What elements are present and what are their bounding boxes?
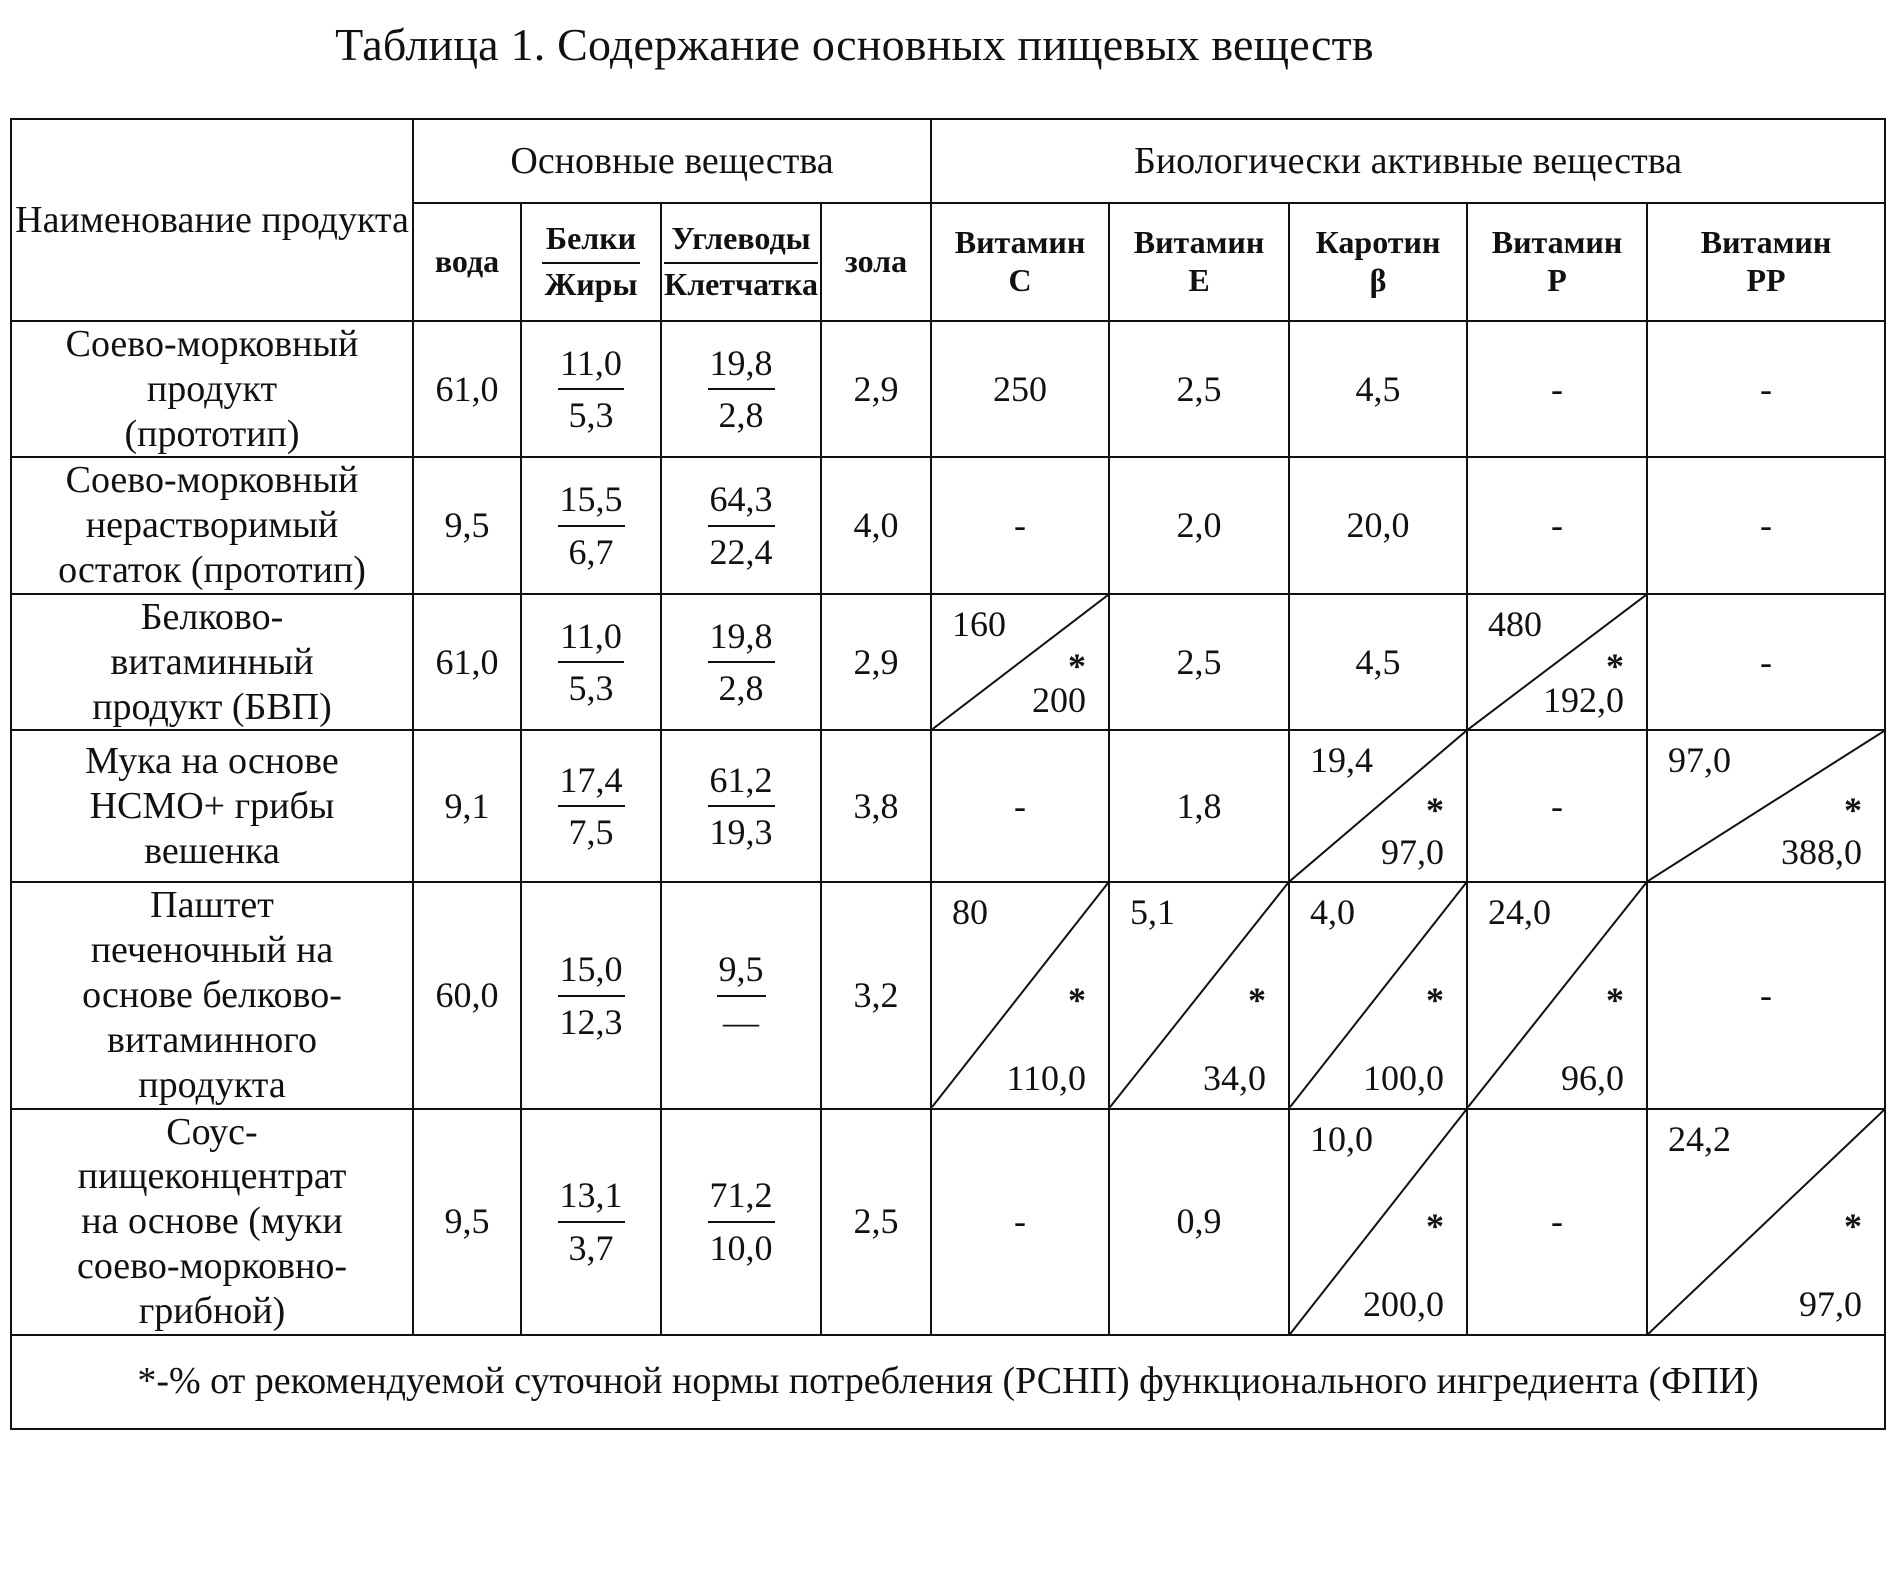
vitP-cell — [1467, 730, 1647, 882]
carotene-cell — [1289, 594, 1467, 730]
vitPP-cell — [1647, 730, 1885, 882]
vitC-percent-value: 110,0 — [1006, 1058, 1087, 1099]
ash-value: 3,2 — [853, 975, 899, 1016]
vitE-top-value: 5,1 — [1130, 892, 1176, 933]
vitC-percent-value: 200 — [1032, 679, 1087, 720]
vitC-top-value: 80 — [952, 892, 989, 933]
protein-value: 11,0 — [558, 615, 624, 663]
product-name-cell — [11, 594, 413, 730]
vitPP-value: - — [1760, 505, 1773, 546]
vitPP-percent-value: 388,0 — [1781, 831, 1863, 872]
ash-value: 2,9 — [853, 369, 899, 409]
header-carbs-fiber — [661, 203, 821, 321]
header-carotene-line1: Каротин — [1315, 224, 1441, 261]
product-name-line: основе белково- — [82, 974, 342, 1017]
product-name-cell — [11, 321, 413, 457]
vitC-value: - — [1014, 505, 1027, 546]
vitP-cell — [1467, 321, 1647, 457]
vitE-cell — [1109, 321, 1289, 457]
vitE-star-mark: * — [1248, 979, 1267, 1020]
header-vitamin-pp — [1647, 203, 1885, 321]
product-name-line: продукта — [138, 1063, 286, 1106]
water-cell — [413, 1109, 521, 1335]
header-vitamin-c — [931, 203, 1109, 321]
header-product-name — [11, 119, 413, 321]
fiber-value: 2,8 — [718, 668, 764, 709]
product-name-line: пищеконцентрат — [77, 1155, 347, 1198]
header-vitamin-pp-line2: РР — [1746, 262, 1786, 298]
carotene-value: 4,5 — [1355, 369, 1401, 409]
header-vitamin-c-line2: С — [1008, 262, 1032, 298]
vitP-top-value: 24,0 — [1488, 892, 1552, 933]
vitC-star-mark: * — [1068, 979, 1087, 1020]
vitC-value: 250 — [993, 369, 1048, 409]
carotene-cell — [1289, 882, 1467, 1108]
vitE-cell — [1109, 882, 1289, 1108]
header-vitamin-c-line1: Витамин — [954, 224, 1086, 261]
table-row — [11, 882, 1885, 1108]
carotene-star-mark: * — [1426, 1205, 1445, 1246]
product-name-line: продукт (БВП) — [92, 685, 332, 728]
vitE-cell — [1109, 594, 1289, 730]
fat-value: 12,3 — [559, 1001, 623, 1042]
protein-value: 11,0 — [558, 342, 624, 390]
product-name-line: НСМО+ грибы — [89, 785, 335, 828]
table-body — [11, 119, 1885, 1429]
product-name-cell — [11, 882, 413, 1108]
fat-value: 5,3 — [568, 668, 614, 709]
carotene-value: 20,0 — [1346, 505, 1410, 546]
fiber-value: — — [723, 1001, 759, 1042]
protein-fat-cell — [521, 321, 661, 457]
header-vitamin-p — [1467, 203, 1647, 321]
vitPP-percent-value: 97,0 — [1799, 1284, 1863, 1325]
ash-value: 2,5 — [853, 1201, 899, 1242]
fat-value: 3,7 — [568, 1227, 614, 1268]
vitC-cell — [931, 594, 1109, 730]
header-vitamin-e-line2: Е — [1188, 262, 1210, 298]
vitP-value: - — [1551, 505, 1564, 546]
fat-value: 7,5 — [568, 812, 614, 853]
page-title: Таблица 1. Содержание основных пищевых веществ — [335, 19, 1374, 70]
fat-value: 6,7 — [568, 531, 614, 572]
vitP-percent-value: 192,0 — [1543, 679, 1625, 720]
header-vitamin-p-line1: Витамин — [1491, 224, 1623, 261]
carbs-value: 61,2 — [708, 759, 775, 807]
fiber-value: 19,3 — [709, 812, 773, 853]
protein-fat-cell — [521, 457, 661, 593]
carbs-value: 9,5 — [717, 948, 766, 996]
header-protein-fat — [521, 203, 661, 321]
protein-value: 15,5 — [558, 478, 625, 526]
vitE-cell — [1109, 1109, 1289, 1335]
water-cell — [413, 321, 521, 457]
carotene-star-mark: * — [1426, 979, 1445, 1020]
product-name-line: нерастворимый — [85, 504, 339, 547]
ash-cell — [821, 730, 931, 882]
nutrient-table — [10, 118, 1886, 1430]
vitC-value: - — [1014, 1201, 1027, 1242]
vitE-value: 2,0 — [1176, 505, 1222, 546]
vitPP-star-mark: * — [1844, 790, 1863, 831]
protein-fat-fraction — [558, 478, 625, 573]
water-cell — [413, 594, 521, 730]
protein-value: 13,1 — [558, 1174, 625, 1222]
protein-value: 15,0 — [558, 948, 625, 996]
product-name-line: остаток (прототип) — [58, 549, 366, 592]
product-name-line: соево-морковно- — [76, 1245, 348, 1288]
product-name-line: грибной) — [138, 1289, 286, 1332]
vitC-cell — [931, 457, 1109, 593]
carbs-fiber-fraction — [708, 478, 775, 573]
vitP-percent-value: 96,0 — [1561, 1058, 1625, 1099]
vitC-star-mark: * — [1068, 646, 1087, 687]
header-main-substances-text: Основные вещества — [510, 139, 834, 182]
footnote-text: *-% от рекомендуемой суточной нормы потребления (РСНП) функционального ингредиента (ФПИ) — [137, 1360, 1759, 1403]
product-name-cell — [11, 457, 413, 593]
vitP-value: - — [1551, 786, 1564, 827]
carotene-star-mark: * — [1426, 790, 1445, 831]
carotene-percent-value: 200,0 — [1363, 1284, 1445, 1325]
ash-cell — [821, 594, 931, 730]
vitC-cell — [931, 321, 1109, 457]
carbs-fiber-cell — [661, 730, 821, 882]
header-carotene — [1289, 203, 1467, 321]
vitC-value: - — [1014, 786, 1027, 827]
vitP-cell — [1467, 594, 1647, 730]
water-value: 9,5 — [444, 1201, 490, 1242]
header-bio-active-text: Биологически активные вещества — [1134, 139, 1683, 182]
header-fat-text: Жиры — [544, 266, 638, 302]
vitPP-cell — [1647, 457, 1885, 593]
table-row — [11, 594, 1885, 730]
protein-fat-fraction — [558, 759, 625, 854]
product-name-line: Белково- — [140, 595, 284, 638]
header-vitamin-e-line1: Витамин — [1133, 224, 1265, 261]
vitPP-cell — [1647, 321, 1885, 457]
protein-value: 17,4 — [558, 759, 625, 807]
table-row — [11, 730, 1885, 882]
vitP-star-mark: * — [1606, 646, 1625, 687]
carotene-cell — [1289, 1109, 1467, 1335]
protein-fat-cell — [521, 594, 661, 730]
carotene-percent-value: 97,0 — [1381, 831, 1445, 872]
water-cell — [413, 882, 521, 1108]
carbs-value: 19,8 — [708, 615, 775, 663]
fiber-value: 10,0 — [709, 1227, 773, 1268]
fiber-value: 2,8 — [718, 395, 764, 436]
product-name-line: Мука на основе — [85, 740, 339, 783]
protein-fat-cell — [521, 730, 661, 882]
vitP-value: - — [1551, 369, 1564, 409]
carbs-fiber-cell — [661, 321, 821, 457]
carbs-fiber-fraction — [708, 759, 775, 854]
carbs-fiber-fraction — [717, 948, 766, 1043]
product-name-line: вешенка — [144, 829, 280, 872]
product-name-line: печеночный на — [90, 929, 334, 972]
header-carotene-line2: β — [1369, 262, 1387, 298]
vitC-cell — [931, 882, 1109, 1108]
protein-fat-fraction — [558, 615, 624, 710]
header-fiber-text: Клетчатка — [664, 266, 818, 302]
carbs-fiber-fraction — [708, 342, 775, 437]
header-group-row — [11, 119, 1885, 203]
ash-value: 2,9 — [853, 641, 899, 682]
fiber-value: 22,4 — [709, 531, 773, 572]
footnote-row — [11, 1335, 1885, 1429]
vitE-percent-value: 34,0 — [1203, 1058, 1267, 1099]
table-row — [11, 1109, 1885, 1335]
vitC-cell — [931, 1109, 1109, 1335]
header-water — [413, 203, 521, 321]
product-name-line: витаминный — [110, 640, 314, 683]
ash-cell — [821, 321, 931, 457]
header-main-substances — [413, 119, 931, 203]
vitPP-top-value: 97,0 — [1668, 740, 1732, 781]
vitPP-value: - — [1760, 641, 1773, 682]
header-bio-active — [931, 119, 1885, 203]
ash-value: 4,0 — [853, 505, 899, 546]
header-vitamin-p-line2: Р — [1547, 262, 1567, 298]
vitE-value: 1,8 — [1176, 786, 1222, 827]
carbs-fiber-fraction — [708, 615, 775, 710]
header-vitamin-e — [1109, 203, 1289, 321]
carotene-cell — [1289, 321, 1467, 457]
vitE-value: 0,9 — [1176, 1201, 1222, 1242]
header-product-name-text: Наименование продукта — [15, 198, 409, 241]
carotene-top-value: 10,0 — [1310, 1118, 1374, 1159]
product-name-line: витаминного — [107, 1018, 317, 1061]
table-row — [11, 321, 1885, 457]
ash-value: 3,8 — [853, 786, 899, 827]
carotene-percent-value: 100,0 — [1363, 1058, 1445, 1099]
carotene-cell — [1289, 730, 1467, 882]
product-name-line: на основе (муки — [81, 1200, 343, 1243]
header-protein-text: Белки — [542, 220, 640, 264]
vitPP-cell — [1647, 882, 1885, 1108]
vitP-cell — [1467, 457, 1647, 593]
product-name-cell — [11, 730, 413, 882]
product-name-line: Паштет — [150, 884, 274, 927]
carbs-value: 64,3 — [708, 478, 775, 526]
carbs-fiber-fraction — [708, 1174, 775, 1269]
header-carbs-text: Углеводы — [664, 220, 818, 264]
carbs-value: 19,8 — [708, 342, 775, 390]
header-water-text: вода — [434, 243, 500, 280]
vitP-cell — [1467, 1109, 1647, 1335]
footnote-cell — [11, 1335, 1885, 1429]
carotene-value: 4,5 — [1355, 641, 1401, 682]
vitPP-value: - — [1760, 975, 1773, 1016]
vitP-star-mark: * — [1606, 979, 1625, 1020]
vitPP-star-mark: * — [1844, 1205, 1863, 1246]
vitPP-cell — [1647, 594, 1885, 730]
product-name-line: Соево-морковный — [65, 459, 359, 502]
table-row — [11, 457, 1885, 593]
vitE-cell — [1109, 457, 1289, 593]
vitPP-cell — [1647, 1109, 1885, 1335]
carbs-value: 71,2 — [708, 1174, 775, 1222]
vitP-top-value: 480 — [1488, 603, 1543, 644]
carbs-fiber-cell — [661, 457, 821, 593]
header-ash — [821, 203, 931, 321]
header-ash-text: зола — [844, 243, 908, 280]
vitC-cell — [931, 730, 1109, 882]
carbs-fiber-cell — [661, 882, 821, 1108]
product-name-line: Соус- — [166, 1110, 258, 1153]
water-value: 61,0 — [435, 641, 499, 682]
carotene-top-value: 4,0 — [1310, 892, 1356, 933]
protein-fat-fraction — [558, 1174, 625, 1269]
fat-value: 5,3 — [568, 395, 614, 436]
vitPP-value: - — [1760, 369, 1773, 409]
ash-cell — [821, 457, 931, 593]
carotene-top-value: 19,4 — [1310, 740, 1374, 781]
vitE-value: 2,5 — [1176, 641, 1222, 682]
vitP-cell — [1467, 882, 1647, 1108]
vitC-top-value: 160 — [952, 603, 1007, 644]
product-name-line: Соево-морковный — [65, 323, 359, 365]
product-name-cell — [11, 1109, 413, 1335]
ash-cell — [821, 1109, 931, 1335]
vitE-value: 2,5 — [1176, 369, 1222, 409]
product-name-line: (прототип) — [124, 412, 300, 455]
water-value: 9,1 — [444, 786, 490, 827]
vitP-value: - — [1551, 1201, 1564, 1242]
protein-fat-cell — [521, 1109, 661, 1335]
water-value: 61,0 — [435, 369, 499, 409]
water-cell — [413, 730, 521, 882]
carotene-cell — [1289, 457, 1467, 593]
water-value: 9,5 — [444, 505, 490, 546]
water-cell — [413, 457, 521, 593]
ash-cell — [821, 882, 931, 1108]
protein-fat-fraction — [558, 342, 624, 437]
protein-fat-fraction — [558, 948, 625, 1043]
vitE-cell — [1109, 730, 1289, 882]
carbs-fiber-cell — [661, 594, 821, 730]
product-name-line: продукт — [146, 367, 278, 410]
vitPP-top-value: 24,2 — [1668, 1118, 1732, 1159]
water-value: 60,0 — [435, 975, 499, 1016]
header-vitamin-pp-line1: Витамин — [1700, 224, 1832, 261]
carbs-fiber-cell — [661, 1109, 821, 1335]
protein-fat-cell — [521, 882, 661, 1108]
